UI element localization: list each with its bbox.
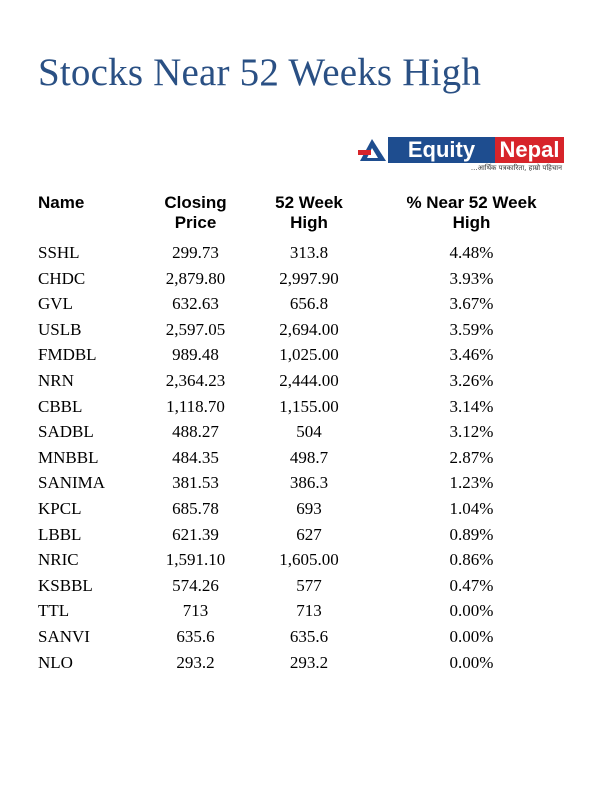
logo-word-nepal: Nepal (495, 137, 564, 163)
week-high-cell: 504 (296, 422, 322, 442)
table-row (38, 522, 578, 548)
page-title: Stocks Near 52 Weeks High (38, 51, 482, 94)
logo-word-equity: Equity (388, 137, 495, 163)
stock-name-cell: FMDBL (38, 345, 97, 365)
week-high-cell: 577 (296, 575, 322, 595)
week-high-cell: 2,694.00 (279, 319, 339, 339)
week-high-cell: 627 (296, 524, 322, 544)
week-high-cell: 1,025.00 (279, 345, 339, 365)
percent-near-high-cell: 0.89% (449, 524, 494, 544)
percent-near-high-cell: 3.93% (449, 268, 494, 288)
week-high-cell: 2,997.90 (279, 268, 339, 288)
table-header-row (38, 193, 578, 240)
table-row (38, 573, 578, 599)
stock-name-cell: MNBBL (38, 447, 99, 467)
stock-name-cell: SANIMA (38, 473, 106, 493)
table-row (38, 368, 578, 394)
table-row (38, 470, 578, 496)
stock-name-cell: NRIC (38, 550, 79, 570)
stock-name-cell: NLO (38, 652, 73, 672)
table-row (38, 496, 578, 522)
stock-name-cell: KPCL (38, 498, 82, 518)
stock-name-cell: GVL (38, 294, 73, 314)
percent-near-high-cell: 4.48% (449, 243, 494, 262)
table-row (38, 419, 578, 445)
percent-near-high-cell: 3.67% (449, 294, 494, 314)
percent-near-high-cell: 3.12% (449, 422, 494, 442)
percent-near-high-cell: 0.00% (449, 601, 494, 621)
stock-name-cell: CBBL (38, 396, 83, 416)
stock-name-cell: NRN (38, 370, 74, 390)
table-row (38, 291, 578, 317)
stock-name-cell: CHDC (38, 268, 86, 288)
closing-price-cell: 621.39 (172, 524, 219, 544)
percent-near-high-cell: 3.59% (449, 319, 494, 339)
week-high-cell: 313.8 (289, 243, 329, 262)
percent-near-high-cell: 1.23% (449, 473, 494, 493)
percent-near-high-cell: 1.04% (449, 498, 494, 518)
week-high-cell: 1,605.00 (279, 550, 339, 570)
table-row (38, 266, 578, 292)
week-high-cell: 293.2 (289, 652, 329, 672)
table-row (38, 342, 578, 368)
percent-near-high-cell: 3.46% (449, 345, 494, 365)
week-high-cell: 1,155.00 (279, 396, 339, 416)
closing-price-cell: 488.27 (172, 422, 219, 442)
table-row (38, 547, 578, 573)
closing-price-cell: 293.2 (176, 652, 215, 672)
stocks-table (38, 193, 578, 675)
closing-price-cell: 1,591.10 (165, 550, 226, 570)
header-closing-price: Closing Price (164, 193, 227, 232)
stock-name-cell: SANVI (38, 626, 90, 646)
table-row (38, 317, 578, 343)
percent-near-high-cell: 3.14% (449, 396, 494, 416)
logo-triangle-icon (358, 137, 388, 163)
closing-price-cell: 299.73 (172, 243, 219, 262)
closing-price-cell: 381.53 (172, 473, 219, 493)
closing-price-cell: 713 (182, 601, 209, 621)
table-row (38, 650, 578, 676)
table-row (38, 240, 578, 266)
closing-price-cell: 635.6 (176, 626, 215, 646)
table-row (38, 598, 578, 624)
stock-name-cell: SSHL (38, 243, 80, 262)
table-row (38, 445, 578, 471)
week-high-cell: 693 (296, 498, 322, 518)
closing-price-cell: 2,597.05 (165, 319, 226, 339)
header-name: Name (38, 193, 85, 212)
closing-price-cell: 989.48 (172, 345, 219, 365)
equity-nepal-logo (358, 137, 566, 177)
table-row (38, 394, 578, 420)
closing-price-cell: 574.26 (172, 575, 219, 595)
header-52-week-high: 52 Week High (275, 193, 343, 232)
stock-name-cell: SADBL (38, 422, 94, 442)
week-high-cell: 656.8 (289, 294, 329, 314)
table-body (38, 240, 578, 675)
week-high-cell: 2,444.00 (279, 370, 339, 390)
logo-tagline: ...आर्थिक पत्रकारिता, हाम्रो पहिचान (470, 164, 562, 172)
percent-near-high-cell: 0.86% (449, 550, 494, 570)
closing-price-cell: 1,118.70 (166, 396, 225, 416)
table-row (38, 624, 578, 650)
week-high-cell: 713 (296, 601, 322, 621)
percent-near-high-cell: 0.00% (449, 652, 494, 672)
percent-near-high-cell: 0.47% (449, 575, 494, 595)
closing-price-cell: 2,879.80 (165, 268, 226, 288)
header-percent-near-high: % Near 52 Week High (406, 193, 537, 232)
stock-name-cell: TTL (38, 601, 70, 621)
closing-price-cell: 2,364.23 (165, 370, 226, 390)
percent-near-high-cell: 2.87% (449, 447, 494, 467)
percent-near-high-cell: 3.26% (449, 370, 494, 390)
week-high-cell: 635.6 (289, 626, 329, 646)
closing-price-cell: 685.78 (172, 498, 219, 518)
week-high-cell: 386.3 (289, 473, 329, 493)
stock-name-cell: KSBBL (38, 575, 93, 595)
percent-near-high-cell: 0.00% (449, 626, 494, 646)
stock-name-cell: USLB (38, 319, 82, 339)
closing-price-cell: 632.63 (172, 294, 219, 314)
closing-price-cell: 484.35 (172, 447, 219, 467)
week-high-cell: 498.7 (289, 447, 329, 467)
stock-name-cell: LBBL (38, 524, 82, 544)
